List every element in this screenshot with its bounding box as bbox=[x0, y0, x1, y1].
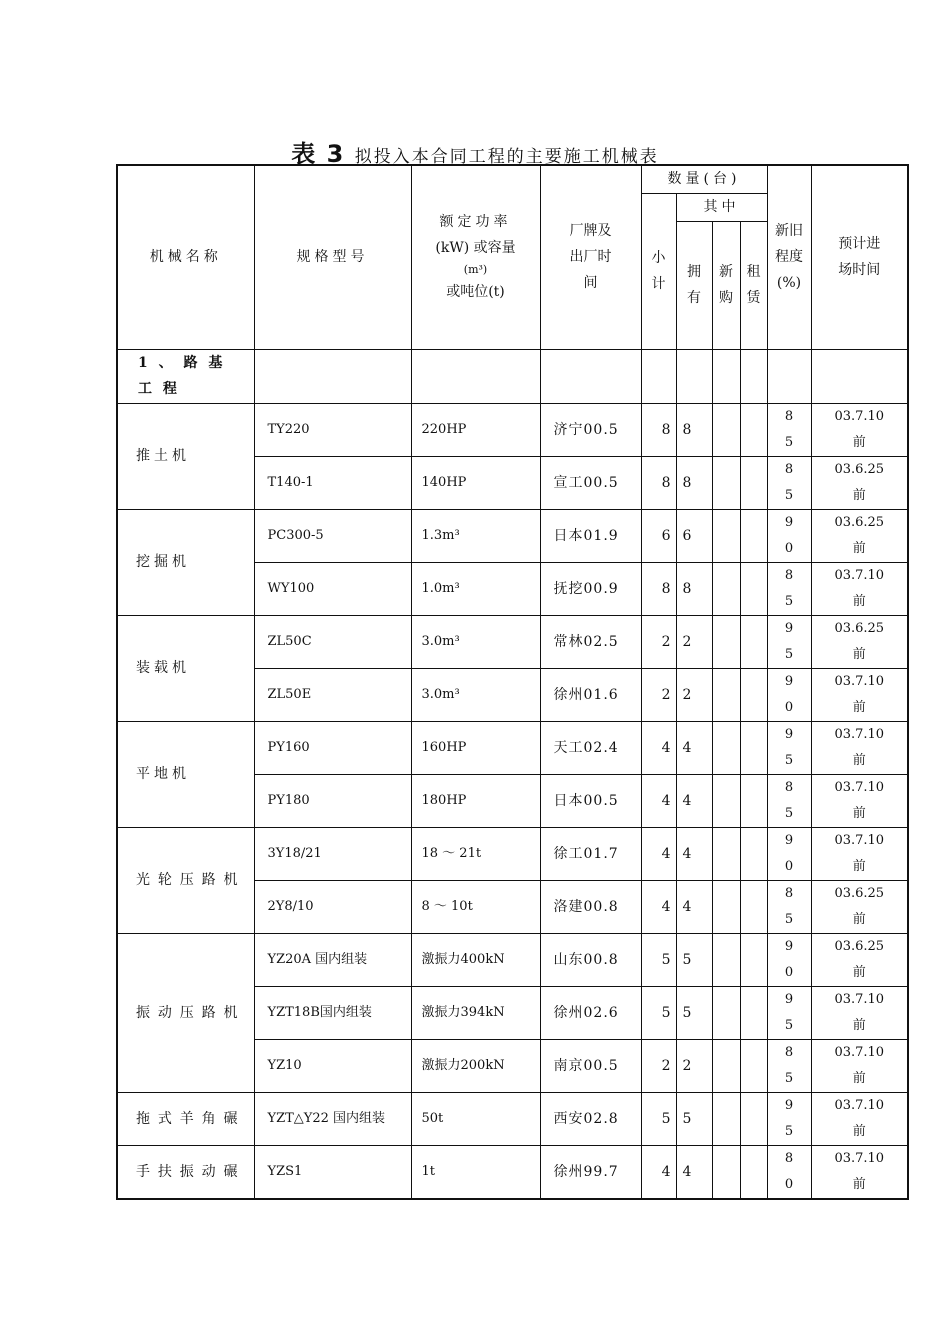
subtotal-cell: 8 bbox=[641, 456, 676, 509]
factory-cell: 徐州02.6 bbox=[540, 986, 641, 1039]
arrival-before: 前 bbox=[852, 434, 866, 450]
own-cell: 5 bbox=[676, 933, 712, 986]
arrival-cell bbox=[811, 562, 908, 615]
table-row bbox=[117, 1092, 908, 1145]
own-cell: 4 bbox=[676, 827, 712, 880]
header-factory bbox=[540, 165, 641, 349]
new-buy-cell bbox=[712, 1039, 740, 1092]
arrival-date: 03.7.10 bbox=[834, 408, 885, 424]
table-row bbox=[117, 721, 908, 774]
lease-cell bbox=[740, 986, 767, 1039]
subtotal-cell: 4 bbox=[641, 1145, 676, 1199]
arrival-cell bbox=[811, 880, 908, 933]
arrival-before: 前 bbox=[852, 858, 866, 874]
lease-cell bbox=[740, 668, 767, 721]
spec-cell: YZ10 bbox=[254, 1039, 411, 1092]
new-buy-cell bbox=[712, 403, 740, 456]
arrival-before: 前 bbox=[852, 752, 866, 768]
new-buy-cell bbox=[712, 509, 740, 562]
machine-name: 光轮压路机 bbox=[117, 827, 254, 933]
header-new-buy: 新购 bbox=[712, 221, 740, 349]
condition-cell: 95 bbox=[767, 986, 811, 1039]
arrival-before: 前 bbox=[852, 911, 866, 927]
header-power bbox=[411, 165, 540, 349]
new-buy-cell bbox=[712, 668, 740, 721]
new-buy-cell bbox=[712, 986, 740, 1039]
arrival-date: 03.7.10 bbox=[834, 1097, 885, 1113]
header-condition: 新旧程度(%) bbox=[767, 165, 811, 349]
condition-cell: 95 bbox=[767, 1092, 811, 1145]
empty-cell bbox=[767, 349, 811, 403]
arrival-date: 03.7.10 bbox=[834, 832, 885, 848]
spec-cell: TY220 bbox=[254, 403, 411, 456]
new-buy-cell bbox=[712, 1092, 740, 1145]
subtotal-cell: 4 bbox=[641, 721, 676, 774]
new-buy-cell bbox=[712, 562, 740, 615]
capacity-cell: 50t bbox=[411, 1092, 540, 1145]
condition-cell: 85 bbox=[767, 562, 811, 615]
lease-cell bbox=[740, 1145, 767, 1199]
new-buy-cell bbox=[712, 721, 740, 774]
lease-cell bbox=[740, 880, 767, 933]
capacity-cell: 1.3m³ bbox=[411, 509, 540, 562]
arrival-cell bbox=[811, 721, 908, 774]
header-power-line2: (kW) 或容量 bbox=[435, 240, 516, 257]
factory-cell: 日本01.9 bbox=[540, 509, 641, 562]
empty-cell bbox=[641, 349, 676, 403]
arrival-date: 03.6.25 bbox=[834, 620, 885, 636]
subtotal-cell: 5 bbox=[641, 933, 676, 986]
subtotal-cell: 8 bbox=[641, 562, 676, 615]
machine-name: 拖式羊角碾 bbox=[117, 1092, 254, 1145]
factory-cell: 徐州99.7 bbox=[540, 1145, 641, 1199]
spec-cell: T140-1 bbox=[254, 456, 411, 509]
factory-cell: 西安02.8 bbox=[540, 1092, 641, 1145]
spec-cell: PY180 bbox=[254, 774, 411, 827]
capacity-cell: 激振力394kN bbox=[411, 986, 540, 1039]
capacity-cell: 3.0m³ bbox=[411, 615, 540, 668]
machine-name: 平地机 bbox=[117, 721, 254, 827]
arrival-before: 前 bbox=[852, 646, 866, 662]
header-factory-line1: 厂牌及 bbox=[569, 223, 612, 240]
arrival-before: 前 bbox=[852, 964, 866, 980]
own-cell: 2 bbox=[676, 615, 712, 668]
arrival-before: 前 bbox=[852, 1070, 866, 1086]
arrival-before: 前 bbox=[852, 805, 866, 821]
spec-cell: YZS1 bbox=[254, 1145, 411, 1199]
lease-cell bbox=[740, 403, 767, 456]
capacity-cell: 18 ～ 21t bbox=[411, 827, 540, 880]
lease-cell bbox=[740, 562, 767, 615]
factory-cell: 洛建00.8 bbox=[540, 880, 641, 933]
arrival-date: 03.7.10 bbox=[834, 567, 885, 583]
arrival-date: 03.7.10 bbox=[834, 779, 885, 795]
lease-cell bbox=[740, 933, 767, 986]
machine-name: 振动压路机 bbox=[117, 933, 254, 1092]
lease-cell bbox=[740, 1039, 767, 1092]
capacity-cell: 140HP bbox=[411, 456, 540, 509]
condition-cell: 95 bbox=[767, 615, 811, 668]
capacity-cell: 220HP bbox=[411, 403, 540, 456]
factory-cell: 天工02.4 bbox=[540, 721, 641, 774]
arrival-date: 03.6.25 bbox=[834, 514, 885, 530]
table-title-prefix: 表 bbox=[291, 140, 320, 168]
arrival-before: 前 bbox=[852, 699, 866, 715]
factory-cell: 南京00.5 bbox=[540, 1039, 641, 1092]
factory-cell: 济宁00.5 bbox=[540, 403, 641, 456]
condition-cell: 85 bbox=[767, 403, 811, 456]
spec-cell: ZL50C bbox=[254, 615, 411, 668]
arrival-date: 03.7.10 bbox=[834, 673, 885, 689]
subtotal-cell: 5 bbox=[641, 1092, 676, 1145]
subtotal-cell: 2 bbox=[641, 668, 676, 721]
own-cell: 6 bbox=[676, 509, 712, 562]
lease-cell bbox=[740, 774, 767, 827]
arrival-before: 前 bbox=[852, 1176, 866, 1192]
condition-cell: 85 bbox=[767, 1039, 811, 1092]
subtotal-cell: 2 bbox=[641, 615, 676, 668]
arrival-date: 03.7.10 bbox=[834, 1150, 885, 1166]
condition-cell: 80 bbox=[767, 1145, 811, 1199]
arrival-cell bbox=[811, 774, 908, 827]
table-title-text: 拟投入本合同工程的主要施工机械表 bbox=[354, 147, 659, 167]
capacity-cell: 激振力400kN bbox=[411, 933, 540, 986]
condition-cell: 85 bbox=[767, 880, 811, 933]
empty-cell bbox=[411, 349, 540, 403]
new-buy-cell bbox=[712, 615, 740, 668]
arrival-cell bbox=[811, 933, 908, 986]
capacity-cell: 1t bbox=[411, 1145, 540, 1199]
table-row bbox=[117, 1145, 908, 1199]
factory-cell: 山东00.8 bbox=[540, 933, 641, 986]
arrival-cell bbox=[811, 1039, 908, 1092]
spec-cell: PY160 bbox=[254, 721, 411, 774]
empty-cell bbox=[254, 349, 411, 403]
arrival-date: 03.6.25 bbox=[834, 885, 885, 901]
new-buy-cell bbox=[712, 1145, 740, 1199]
subtotal-cell: 5 bbox=[641, 986, 676, 1039]
own-cell: 4 bbox=[676, 1145, 712, 1199]
arrival-cell bbox=[811, 1145, 908, 1199]
arrival-cell bbox=[811, 403, 908, 456]
subtotal-cell: 4 bbox=[641, 827, 676, 880]
lease-cell bbox=[740, 1092, 767, 1145]
capacity-cell: 3.0m³ bbox=[411, 668, 540, 721]
empty-cell bbox=[676, 349, 712, 403]
arrival-cell bbox=[811, 1092, 908, 1145]
factory-cell: 抚挖00.9 bbox=[540, 562, 641, 615]
capacity-cell: 180HP bbox=[411, 774, 540, 827]
subtotal-cell: 4 bbox=[641, 774, 676, 827]
header-own: 拥有 bbox=[676, 221, 712, 349]
condition-cell: 95 bbox=[767, 721, 811, 774]
empty-cell bbox=[540, 349, 641, 403]
own-cell: 4 bbox=[676, 880, 712, 933]
machine-name: 推土机 bbox=[117, 403, 254, 509]
table-row bbox=[117, 615, 908, 668]
header-subtotal: 小计 bbox=[641, 193, 676, 349]
header-quantity: 数量(台) bbox=[641, 165, 767, 193]
capacity-cell: 160HP bbox=[411, 721, 540, 774]
arrival-before: 前 bbox=[852, 540, 866, 556]
table-title-number: 3 bbox=[326, 140, 348, 168]
own-cell: 8 bbox=[676, 562, 712, 615]
arrival-date: 03.6.25 bbox=[834, 461, 885, 477]
arrival-before: 前 bbox=[852, 1123, 866, 1139]
own-cell: 2 bbox=[676, 668, 712, 721]
arrival-cell bbox=[811, 615, 908, 668]
own-cell: 5 bbox=[676, 1092, 712, 1145]
lease-cell bbox=[740, 456, 767, 509]
machine-name: 挖掘机 bbox=[117, 509, 254, 615]
spec-cell: WY100 bbox=[254, 562, 411, 615]
spec-cell: ZL50E bbox=[254, 668, 411, 721]
own-cell: 4 bbox=[676, 721, 712, 774]
arrival-cell bbox=[811, 986, 908, 1039]
factory-cell: 日本00.5 bbox=[540, 774, 641, 827]
factory-cell: 徐州01.6 bbox=[540, 668, 641, 721]
arrival-cell bbox=[811, 509, 908, 562]
machine-name: 装载机 bbox=[117, 615, 254, 721]
header-spec: 规格型号 bbox=[254, 165, 411, 349]
subtotal-cell: 8 bbox=[641, 403, 676, 456]
subtotal-cell: 6 bbox=[641, 509, 676, 562]
table-row bbox=[117, 827, 908, 880]
new-buy-cell bbox=[712, 774, 740, 827]
empty-cell bbox=[712, 349, 740, 403]
spec-cell: 2Y8/10 bbox=[254, 880, 411, 933]
arrival-date: 03.7.10 bbox=[834, 991, 885, 1007]
arrival-before: 前 bbox=[852, 1017, 866, 1033]
own-cell: 2 bbox=[676, 1039, 712, 1092]
factory-cell: 宣工00.5 bbox=[540, 456, 641, 509]
header-among: 其中 bbox=[676, 193, 767, 221]
arrival-date: 03.7.10 bbox=[834, 726, 885, 742]
arrival-cell bbox=[811, 668, 908, 721]
own-cell: 4 bbox=[676, 774, 712, 827]
condition-cell: 90 bbox=[767, 509, 811, 562]
subtotal-cell: 4 bbox=[641, 880, 676, 933]
header-power-line3: (m³) bbox=[463, 263, 488, 277]
header-power-line4: 或吨位(t) bbox=[446, 284, 505, 301]
capacity-cell: 8 ～ 10t bbox=[411, 880, 540, 933]
subtotal-cell: 2 bbox=[641, 1039, 676, 1092]
machine-name: 手扶振动碾 bbox=[117, 1145, 254, 1199]
header-factory-line3: 间 bbox=[583, 275, 598, 292]
header-power-line1: 额定功率 bbox=[439, 214, 512, 231]
lease-cell bbox=[740, 721, 767, 774]
arrival-before: 前 bbox=[852, 593, 866, 609]
condition-cell: 85 bbox=[767, 774, 811, 827]
lease-cell bbox=[740, 827, 767, 880]
arrival-cell bbox=[811, 456, 908, 509]
header-arrival: 预计进场时间 bbox=[811, 165, 908, 349]
own-cell: 8 bbox=[676, 403, 712, 456]
header-factory-line2: 出厂时 bbox=[569, 249, 612, 266]
header-lease: 租赁 bbox=[740, 221, 767, 349]
spec-cell: YZ20A 国内组装 bbox=[254, 933, 411, 986]
arrival-date: 03.7.10 bbox=[834, 1044, 885, 1060]
factory-cell: 常林02.5 bbox=[540, 615, 641, 668]
spec-cell: YZT18B国内组装 bbox=[254, 986, 411, 1039]
table-row bbox=[117, 933, 908, 986]
capacity-cell: 1.0m³ bbox=[411, 562, 540, 615]
own-cell: 5 bbox=[676, 986, 712, 1039]
condition-cell: 85 bbox=[767, 456, 811, 509]
condition-cell: 90 bbox=[767, 933, 811, 986]
table-row bbox=[117, 509, 908, 562]
spec-cell: 3Y18/21 bbox=[254, 827, 411, 880]
empty-cell bbox=[740, 349, 767, 403]
header-name: 机械名称 bbox=[117, 165, 254, 349]
arrival-before: 前 bbox=[852, 487, 866, 503]
spec-cell: YZT△Y22 国内组装 bbox=[254, 1092, 411, 1145]
arrival-cell bbox=[811, 827, 908, 880]
lease-cell bbox=[740, 509, 767, 562]
new-buy-cell bbox=[712, 456, 740, 509]
capacity-cell: 激振力200kN bbox=[411, 1039, 540, 1092]
new-buy-cell bbox=[712, 933, 740, 986]
new-buy-cell bbox=[712, 880, 740, 933]
new-buy-cell bbox=[712, 827, 740, 880]
section-roadbed: 1 、 路 基 工 程 bbox=[117, 349, 254, 403]
empty-cell bbox=[811, 349, 908, 403]
condition-cell: 90 bbox=[767, 827, 811, 880]
condition-cell: 90 bbox=[767, 668, 811, 721]
factory-cell: 徐工01.7 bbox=[540, 827, 641, 880]
machinery-table bbox=[116, 164, 909, 1200]
spec-cell: PC300-5 bbox=[254, 509, 411, 562]
table-row bbox=[117, 403, 908, 456]
own-cell: 8 bbox=[676, 456, 712, 509]
lease-cell bbox=[740, 615, 767, 668]
arrival-date: 03.6.25 bbox=[834, 938, 885, 954]
